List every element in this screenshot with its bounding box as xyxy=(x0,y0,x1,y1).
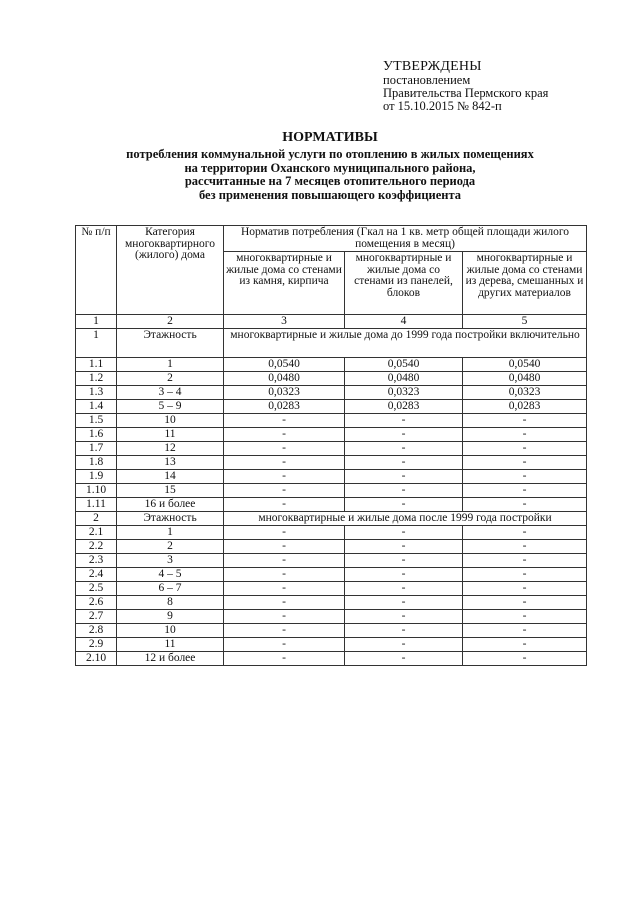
cell-v4: - xyxy=(345,484,463,498)
section-num: 1 xyxy=(76,329,117,358)
cell-v4: - xyxy=(345,470,463,484)
cell-cat: 12 и более xyxy=(117,652,224,666)
cell-v3: - xyxy=(224,484,345,498)
header-col5: многоквартирные и жилые дома со стенами из дерева, смешанных и других материалов xyxy=(463,252,587,315)
cell-v3: - xyxy=(224,652,345,666)
table-row xyxy=(76,400,587,414)
title-line: на территории Оханского муниципального района, xyxy=(184,160,476,175)
section-num: 2 xyxy=(76,512,117,526)
cell-cat: 6 – 7 xyxy=(117,582,224,596)
cell-num: 1.9 xyxy=(76,470,117,484)
approval-line: постановлением xyxy=(383,73,471,87)
approval-stamp xyxy=(383,59,548,113)
table-row xyxy=(76,652,587,666)
cell-cat: 13 xyxy=(117,456,224,470)
cell-v4: - xyxy=(345,624,463,638)
cell-num: 1.11 xyxy=(76,498,117,512)
cell-v3: - xyxy=(224,596,345,610)
table-row xyxy=(76,582,587,596)
cell-v3: 0,0540 xyxy=(224,358,345,372)
section-row xyxy=(76,512,587,526)
cell-num: 1.7 xyxy=(76,442,117,456)
cell-num: 2.3 xyxy=(76,554,117,568)
cell-v5: - xyxy=(463,568,587,582)
cell-cat: 8 xyxy=(117,596,224,610)
cell-v3: 0,0323 xyxy=(224,386,345,400)
cell-num: 2.7 xyxy=(76,610,117,624)
cell-cat: 1 xyxy=(117,526,224,540)
cell-num: 1.10 xyxy=(76,484,117,498)
title-line: потребления коммунальной услуги по отоплению в жилых помещениях xyxy=(126,147,534,161)
cell-v4: 0,0480 xyxy=(345,372,463,386)
cell-v4: - xyxy=(345,498,463,512)
cell-v3: - xyxy=(224,470,345,484)
col-number: 5 xyxy=(463,315,587,329)
cell-cat: 3 – 4 xyxy=(117,386,224,400)
cell-cat: 9 xyxy=(117,610,224,624)
cell-v3: - xyxy=(224,498,345,512)
table-row xyxy=(76,386,587,400)
cell-v5: - xyxy=(463,470,587,484)
cell-v4: 0,0323 xyxy=(345,386,463,400)
cell-v5: - xyxy=(463,554,587,568)
col-number: 2 xyxy=(117,315,224,329)
table-row xyxy=(76,456,587,470)
cell-cat: 2 xyxy=(117,372,224,386)
cell-v4: - xyxy=(345,442,463,456)
cell-v4: - xyxy=(345,652,463,666)
cell-num: 2.1 xyxy=(76,526,117,540)
cell-v3: - xyxy=(224,582,345,596)
cell-v4: - xyxy=(345,596,463,610)
cell-v3: - xyxy=(224,442,345,456)
norms-table xyxy=(75,225,587,666)
cell-v3: - xyxy=(224,554,345,568)
table-row xyxy=(76,554,587,568)
cell-v5: 0,0540 xyxy=(463,358,587,372)
cell-cat: 2 xyxy=(117,540,224,554)
cell-cat: 4 – 5 xyxy=(117,568,224,582)
approval-heading: УТВЕРЖДЕНЫ xyxy=(383,59,482,74)
col-number: 4 xyxy=(345,315,463,329)
cell-v4: - xyxy=(345,428,463,442)
cell-num: 2.2 xyxy=(76,540,117,554)
cell-v3: 0,0480 xyxy=(224,372,345,386)
table-row xyxy=(76,442,587,456)
cell-v4: 0,0540 xyxy=(345,358,463,372)
title-line: рассчитанные на 7 месяцев отопительного периода xyxy=(184,174,476,188)
cell-v5: - xyxy=(463,638,587,652)
cell-v5: - xyxy=(463,484,587,498)
section-row xyxy=(76,329,587,358)
cell-v3: 0,0283 xyxy=(224,400,345,414)
cell-v5: - xyxy=(463,582,587,596)
header-col4: многоквартирные и жилые дома со стенами из панелей, блоков xyxy=(345,252,463,315)
cell-num: 1.5 xyxy=(76,414,117,428)
cell-cat: 16 и более xyxy=(117,498,224,512)
cell-v3: - xyxy=(224,456,345,470)
cell-cat: 10 xyxy=(117,624,224,638)
table-row xyxy=(76,610,587,624)
cell-num: 2.9 xyxy=(76,638,117,652)
cell-num: 1.1 xyxy=(76,358,117,372)
cell-v4: - xyxy=(345,526,463,540)
cell-v5: - xyxy=(463,442,587,456)
cell-v5: 0,0283 xyxy=(463,400,587,414)
title-line: без применения повышающего коэффициента xyxy=(198,187,462,202)
cell-num: 1.4 xyxy=(76,400,117,414)
cell-v3: - xyxy=(224,414,345,428)
header-num: № п/п xyxy=(76,226,117,315)
table-row xyxy=(76,484,587,498)
cell-num: 1.2 xyxy=(76,372,117,386)
table-row xyxy=(76,526,587,540)
table-row xyxy=(76,498,587,512)
table-row xyxy=(76,596,587,610)
cell-v3: - xyxy=(224,540,345,554)
cell-num: 2.8 xyxy=(76,624,117,638)
cell-cat: 10 xyxy=(117,414,224,428)
approval-line: от 15.10.2015 № 842-п xyxy=(383,99,502,113)
cell-v5: - xyxy=(463,414,587,428)
table-row xyxy=(76,372,587,386)
cell-cat: 11 xyxy=(117,638,224,652)
cell-cat: 11 xyxy=(117,428,224,442)
cell-cat: 15 xyxy=(117,484,224,498)
cell-v3: - xyxy=(224,526,345,540)
cell-num: 2.10 xyxy=(76,652,117,666)
cell-v3: - xyxy=(224,624,345,638)
header-norm: Норматив потребления (Гкал на 1 кв. метр общей площади жилого помещения в месяц) xyxy=(224,226,587,252)
cell-num: 2.4 xyxy=(76,568,117,582)
cell-v5: - xyxy=(463,652,587,666)
cell-cat: 12 xyxy=(117,442,224,456)
cell-v3: - xyxy=(224,638,345,652)
cell-cat: 14 xyxy=(117,470,224,484)
cell-v5: - xyxy=(463,610,587,624)
cell-v4: - xyxy=(345,582,463,596)
table-row xyxy=(76,428,587,442)
cell-cat: 5 – 9 xyxy=(117,400,224,414)
cell-v5: - xyxy=(463,498,587,512)
cell-v5: - xyxy=(463,540,587,554)
table-row xyxy=(76,568,587,582)
cell-v4: - xyxy=(345,540,463,554)
table-row xyxy=(76,638,587,652)
cell-num: 1.8 xyxy=(76,456,117,470)
cell-num: 2.6 xyxy=(76,596,117,610)
cell-num: 2.5 xyxy=(76,582,117,596)
cell-v5: - xyxy=(463,456,587,470)
section-label: многоквартирные и жилые дома после 1999 года постройки xyxy=(224,512,587,526)
cell-cat: 3 xyxy=(117,554,224,568)
title-main: НОРМАТИВЫ xyxy=(282,130,378,145)
cell-v3: - xyxy=(224,568,345,582)
table-row xyxy=(76,540,587,554)
cell-v4: - xyxy=(345,554,463,568)
cell-v3: - xyxy=(224,610,345,624)
section-category: Этажность xyxy=(117,512,224,526)
cell-v4: - xyxy=(345,610,463,624)
approval-line: Правительства Пермского края xyxy=(383,86,549,100)
cell-v4: - xyxy=(345,414,463,428)
table-row xyxy=(76,414,587,428)
col-number: 1 xyxy=(76,315,117,329)
header-category: Категория многоквартирного (жилого) дома xyxy=(117,226,224,315)
cell-v5: - xyxy=(463,624,587,638)
cell-cat: 1 xyxy=(117,358,224,372)
header-col3: многоквартирные и жилые дома со стенами из камня, кирпича xyxy=(224,252,345,315)
cell-v5: 0,0480 xyxy=(463,372,587,386)
section-label: многоквартирные и жилые дома до 1999 года постройки включительно xyxy=(224,329,587,358)
section-category: Этажность xyxy=(117,329,224,358)
cell-v5: 0,0323 xyxy=(463,386,587,400)
document-title xyxy=(60,130,600,202)
cell-v4: - xyxy=(345,456,463,470)
header-row xyxy=(76,226,587,252)
cell-num: 1.6 xyxy=(76,428,117,442)
col-number: 3 xyxy=(224,315,345,329)
cell-v4: - xyxy=(345,638,463,652)
cell-v5: - xyxy=(463,526,587,540)
table-row xyxy=(76,624,587,638)
cell-v4: 0,0283 xyxy=(345,400,463,414)
cell-v3: - xyxy=(224,428,345,442)
column-numbers-row xyxy=(76,315,587,329)
table-row xyxy=(76,358,587,372)
cell-v5: - xyxy=(463,596,587,610)
table-row xyxy=(76,470,587,484)
cell-num: 1.3 xyxy=(76,386,117,400)
cell-v4: - xyxy=(345,568,463,582)
cell-v5: - xyxy=(463,428,587,442)
